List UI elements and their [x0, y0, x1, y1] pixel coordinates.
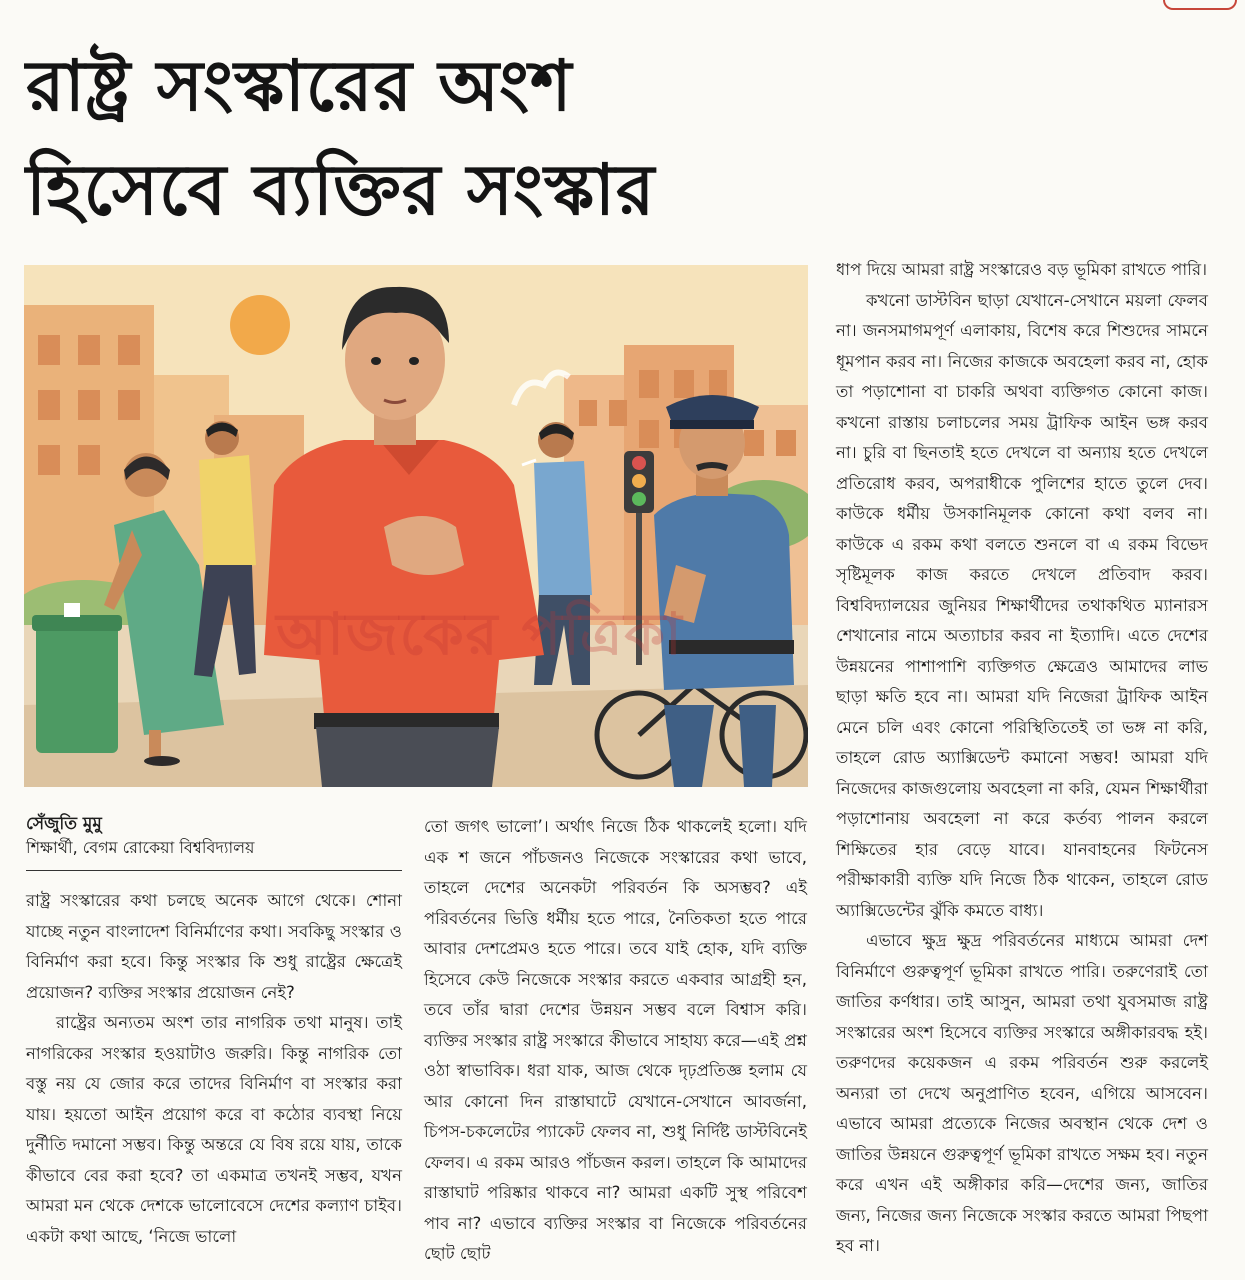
- byline: [26, 812, 401, 860]
- author-affiliation: শিক্ষার্থী, বেগম রোকেয়া বিশ্ববিদ্যালয়: [26, 838, 255, 857]
- headline-line-1: রাষ্ট্র সংস্কারের অংশ: [26, 45, 573, 127]
- watermark: আজকের পত্রিকা: [276, 600, 684, 668]
- byline-divider: [26, 870, 402, 871]
- corner-clip-mark: [1163, 0, 1237, 10]
- dustbin: [36, 623, 118, 753]
- illustration: [24, 265, 808, 787]
- headline-line-2: হিসেবে ব্যক্তির সংস্কার: [26, 149, 656, 231]
- sun: [230, 295, 290, 355]
- author-name: সেঁজুতি মুমু: [26, 814, 102, 834]
- paragraph: ধাপ দিয়ে আমরা রাষ্ট্র সংস্কারেও বড় ভূমিকা রাখতে পারি।: [836, 260, 1208, 279]
- headline: [26, 34, 826, 242]
- paragraph: কখনো ডাস্টবিন ছাড়া যেখানে-সেখানে ময়লা ফেলব না। জনসমাগমপূর্ণ এলাকায়, বিশেষ করে শিশুদের সামনে ধূমপান করব না। নিজের কাজকে অবহেলা করব না, হোক তা পড়াশোনা বা চাকরি অথবা ব্যক্তিগত কোনো কাজ। কখনো রাস্তায় চলাচলের সময় ট্রাফিক আইন ভঙ্গ করব না। চুরি বা ছিনতাই হতে দেখলে বা অন্যায় হতে দেখলে প্রতিরোধ করব, অপরাধীকে পুলিশের হাতে তুলে দেব। কাউকে ধর্মীয় উসকানিমূলক কোনো কথা বলব না। কাউকে এ রকম কথা বলতে শুনলে বা এ রকম বিভেদ সৃষ্টিমূলক কাজ করতে দেখলে প্রতিবাদ করব। বিশ্ববিদ্যালয়ের জুনিয়র শিক্ষার্থীদের তথাকথিত ম্যানারস শেখানোর নামে অত্যাচার করব না ইত্যাদি। এতে দেশের উন্নয়নের পাশাপাশি ব্যক্তিগত ক্ষেত্রেও আমাদের লাভ ছাড়া ক্ষতি হবে না। আমরা যদি নিজেরা ট্রাফিক আইন মেনে চলি এবং কোনো পরিস্থিতিতেই তা ভঙ্গ না করি, তাহলে রোড অ্যাক্সিডেন্ট কমানো সম্ভব! আমরা যদি নিজেদের কাজগুলোয় অবহেলা না করি, যেমন শিক্ষার্থীরা পড়াশোনায় অবহেলা না করে কর্তব্য পালন করলে শিক্ষিতের হার বেড়ে যাবে। যানবাহনের ফিটনেস পরীক্ষাকারী ব্যক্তি যদি নিজে ঠিক থাকেন, তাহলে রোড অ্যাক্সিডেন্টের ঝুঁকি কমতে বাধ্য।: [836, 290, 1208, 920]
- paragraph: এভাবে ক্ষুদ্র ক্ষুদ্র পরিবর্তনের মাধ্যমে আমরা দেশ বিনির্মাণে গুরুত্বপূর্ণ ভূমিকা রাখতে পারি। তরুণেরাই তো জাতির কর্ণধার। তাই আসুন, আমরা তথা যুবসমাজ রাষ্ট্র সংস্কারের অংশ হিসেবে ব্যক্তির সংস্কারে অঙ্গীকারবদ্ধ হই। তরুণদের কয়েকজন এ রকম পরিবর্তন শুরু করলেই অন্যরা তা দেখে অনুপ্রাণিত হবেন, এগিয়ে আসবেন। এভাবে আমরা প্রত্যেকে নিজের অবস্থান থেকে দেশ ও জাতির উন্নয়নে গুরুত্বপূর্ণ ভূমিকা রাখতে সক্ষম হব। নতুন করে এখন এই অঙ্গীকার করি—দেশের জন্য, জাতির জন্য, নিজের জন্য নিজেকে সংস্কার করতে আমরা পিছপা হব না।: [836, 931, 1208, 1255]
- paragraph: তো জগৎ ভালো’। অর্থাৎ নিজে ঠিক থাকলেই হলো। যদি এক শ জনে পাঁচজনও নিজেকে সংস্কারের কথা ভাবে, তাহলে দেশের অনেকটা পরিবর্তন কি অসম্ভব? এই পরিবর্তনের ভিত্তি ধর্মীয় হতে পারে, নৈতিকতা হতে পারে আবার দেশপ্রেমও হতে পারে। তবে যাই হোক, যদি ব্যক্তি হিসেবে কেউ নিজেকে সংস্কার করতে একবার আগ্রহী হন, তবে তাঁর দ্বারা দেশের উন্নয়ন সম্ভব বলে বিশ্বাস করি। ব্যক্তির সংস্কার রাষ্ট্র সংস্কারে কীভাবে সাহায্য করে—এই প্রশ্ন ওঠা স্বাভাবিক। ধরা যাক, আজ থেকে দৃঢ়প্রতিজ্ঞ হলাম যে আর কোনো দিন রাস্তাঘাটে যেখানে-সেখানে আবর্জনা, চিপস-চকলেটের প্যাকেট ফেলব না, শুধু নির্দিষ্ট ডাস্টবিনেই ফেলব। এ রকম আরও পাঁচজন করল। তাহলে কি আমাদের রাস্তাঘাট পরিষ্কার থাকবে না? আমরা একটি সুস্থ পরিবেশ পাব না? এভাবে ব্যক্তির সংস্কার বা নিজেকে পরিবর্তনের ছোট ছোট: [424, 817, 807, 1263]
- column-1: [26, 886, 402, 1252]
- column-3: [836, 255, 1208, 1262]
- paragraph: রাষ্ট্র সংস্কারের কথা চলছে অনেক আগে থেকে। শোনা যাচ্ছে নতুন বাংলাদেশ বিনির্মাণের কথা। সবকিছু সংস্কার ও বিনির্মাণ করা হবে। কিন্তু সংস্কার কি শুধু রাষ্ট্রের ক্ষেত্রেই প্রয়োজন? ব্যক্তির সংস্কার প্রয়োজন নেই?: [26, 891, 402, 1002]
- paragraph: রাষ্ট্রের অন্যতম অংশ তার নাগরিক তথা মানুষ। তাই নাগরিকের সংস্কার হওয়াটাও জরুরি। কিন্তু নাগরিক তো বস্তু নয় যে জোর করে তাদের বিনির্মাণ বা সংস্কার করা যায়। হয়তো আইন প্রয়োগ করে বা কঠোর ব্যবস্থা নিয়ে দুর্নীতি দমানো সম্ভব। কিন্তু অন্তরে যে বিষ রয়ে যায়, তাকে কীভাবে বের করা হবে? তা একমাত্র তখনই সম্ভব, যখন আমরা মন থেকে দেশকে ভালোবেসে দেশের কল্যাণ চাইব। একটা কথা আছে, ‘নিজে ভালো: [26, 1013, 402, 1246]
- column-2: [424, 812, 807, 1270]
